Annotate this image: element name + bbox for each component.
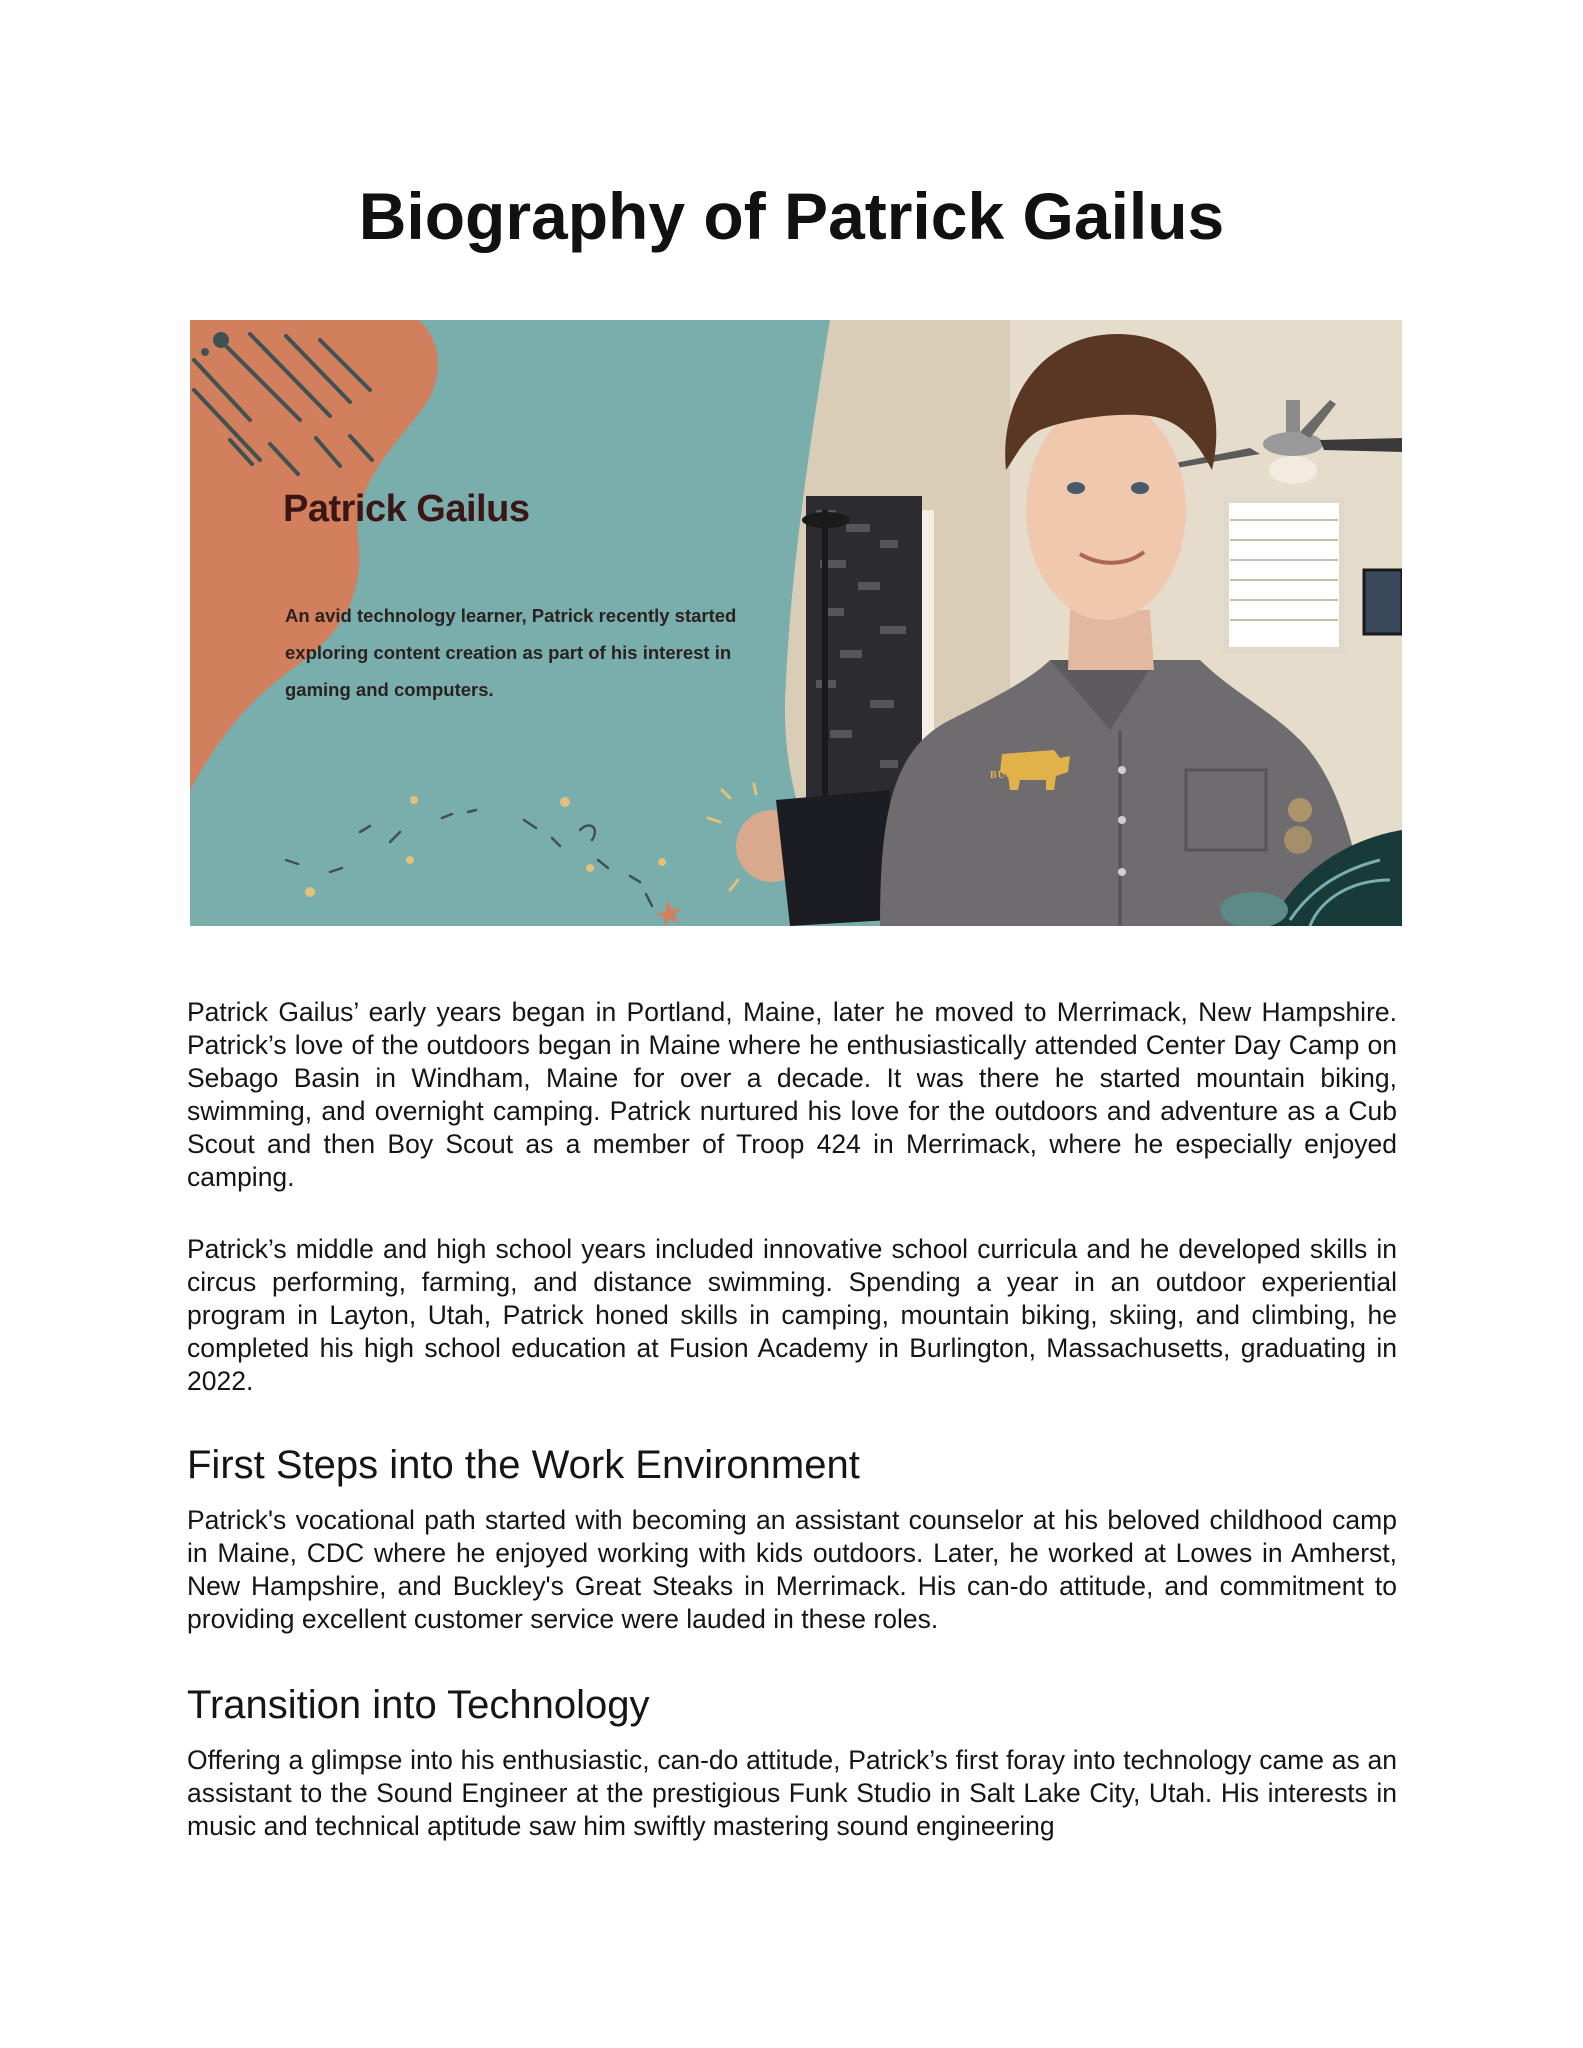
- chair: [776, 790, 890, 926]
- face: [1026, 400, 1186, 620]
- shirt-logo-text: BUCKLEY'S: [990, 770, 1057, 781]
- page-title: Biography of Patrick Gailus: [358, 179, 1225, 253]
- profile-banner: [190, 320, 1402, 926]
- section-heading-technology: Transition into Technology: [187, 1683, 650, 1727]
- right-eye: [1131, 482, 1149, 494]
- left-eye: [1067, 482, 1085, 494]
- photo-area: [776, 320, 1402, 926]
- wall-picture: [1364, 570, 1402, 634]
- dark-dot: [213, 332, 229, 348]
- school-years-paragraph: Patrick’s middle and high school years included innovative school curricula and he developed skills in circus performing, farming, and distance swimming. Spending a year in an outdoor experiential program in Layton, Utah, Patrick honed skills in camping, mountain biking, skiing, and climbing, he completed his high school education at Fusion Academy in Burlington, Massachusetts, graduating in 2022.: [187, 1234, 1397, 1396]
- window: [1226, 500, 1342, 650]
- banner-description: An avid technology learner, Patrick recently started exploring content creation as part of his interest in gaming and computers.: [285, 605, 737, 700]
- section-heading-work: First Steps into the Work Environment: [187, 1443, 860, 1487]
- banner-name: Patrick Gailus: [283, 488, 530, 530]
- work-paragraph: Patrick's vocational path started with becoming an assistant counselor at his beloved childhood camp in Maine, CDC where he enjoyed working with kids outdoors. Later, he worked at Lowes in Amherst, New Hampshire, and Buckley's Great Steaks in Merrimack. His can-do attitude, and commitment to providing excellent customer service were lauded in these roles.: [187, 1505, 1397, 1634]
- floor-lamp: [822, 510, 828, 810]
- small-dark-dot: [201, 348, 209, 356]
- early-years-paragraph: Patrick Gailus’ early years began in Portland, Maine, later he moved to Merrimack, New Hampshire. Patrick’s love of the outdoors began in Maine where he enthusiastically attended Center Day Camp on Sebago Basin in Windham, Maine for over a decade. It was there he started mountain biking, swimming, and overnight camping. Patrick nurtured his love for the outdoors and adventure as a Cub Scout and then Boy Scout as a member of Troop 424 in Merrimack, where he especially enjoyed camping.: [187, 997, 1397, 1192]
- technology-paragraph: Offering a glimpse into his enthusiastic, can-do attitude, Patrick’s first foray into technology came as an assistant to the Sound Engineer at the prestigious Funk Studio in Salt Lake City, Utah. His interests in music and technical aptitude saw him swiftly mastering sound engineering: [187, 1745, 1397, 1841]
